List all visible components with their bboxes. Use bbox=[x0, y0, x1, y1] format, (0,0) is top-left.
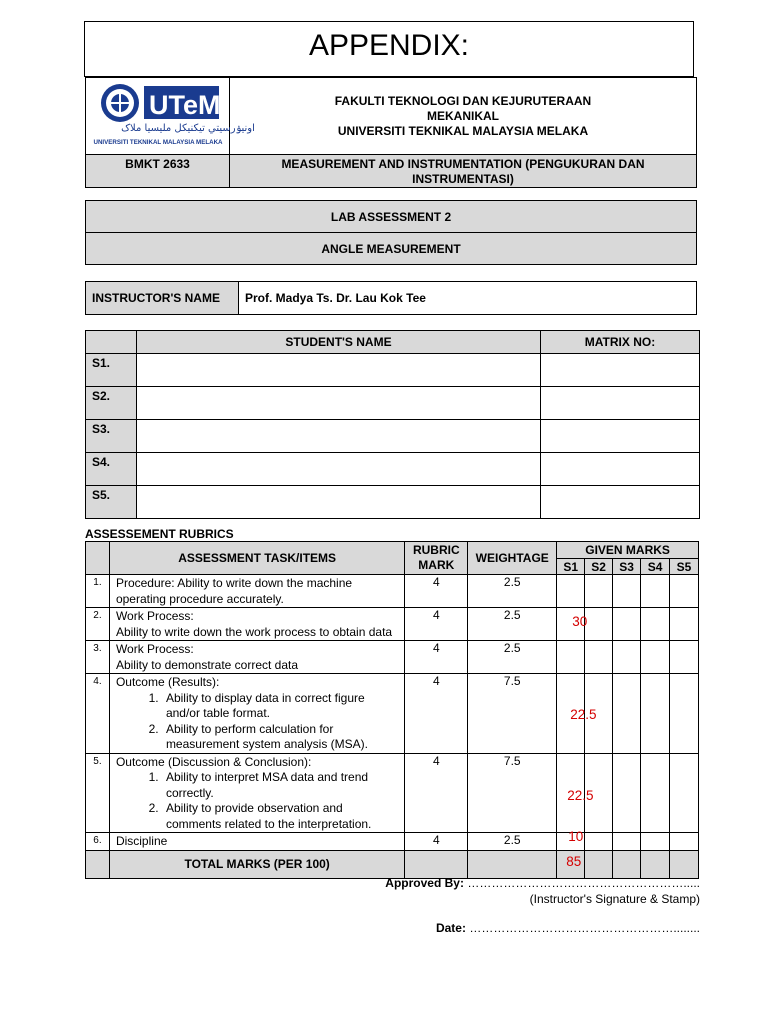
rubric-header-task: ASSESSMENT TASK/ITEMS bbox=[109, 542, 404, 575]
given-mark-s5[interactable] bbox=[670, 641, 699, 674]
total-mark-s5[interactable] bbox=[670, 850, 699, 878]
rubric-total-label: TOTAL MARKS (PER 100) bbox=[109, 850, 404, 878]
rubric-task-list-item: 2. Ability to perform calculation for measurement system analysis (MSA). bbox=[162, 722, 400, 753]
rubric-task-sub: Ability to write down the work process to obtain data bbox=[115, 624, 393, 639]
rubric-task-sub: Ability to demonstrate correct data bbox=[115, 657, 299, 672]
total-mark-s2[interactable] bbox=[585, 850, 613, 878]
utem-logo-graphic bbox=[92, 81, 255, 149]
instructor-label: INSTRUCTOR'S NAME bbox=[86, 282, 239, 315]
rubric-header-given: GIVEN MARKS bbox=[557, 542, 699, 559]
given-mark-s3[interactable] bbox=[613, 833, 641, 851]
rubric-task bbox=[109, 674, 404, 754]
given-mark-s5[interactable] bbox=[670, 753, 699, 833]
rubric-num: 3. bbox=[86, 641, 110, 674]
given-mark-s5[interactable] bbox=[670, 608, 699, 641]
given-mark-s3[interactable] bbox=[613, 641, 641, 674]
rubric-mark: 4 bbox=[405, 608, 468, 641]
date-block bbox=[430, 921, 700, 935]
rubric-row bbox=[86, 674, 699, 754]
student-name-field[interactable] bbox=[137, 486, 541, 519]
handwritten-mark: 22.5 bbox=[567, 787, 594, 803]
rubric-weight: 7.5 bbox=[468, 753, 557, 833]
rubric-weight: 2.5 bbox=[468, 833, 557, 851]
rubric-task: Procedure: Ability to write down the machine operating procedure accurately. bbox=[109, 575, 404, 608]
rubric-num: 6. bbox=[86, 833, 110, 851]
logo-name: UTeM bbox=[148, 89, 220, 120]
rubric-total-blank bbox=[86, 850, 110, 878]
given-mark-s1[interactable] bbox=[557, 608, 588, 641]
rubric-total-row bbox=[86, 850, 699, 878]
total-mark-s3[interactable] bbox=[613, 850, 641, 878]
logo-jawi: اونيۏرسيتي تيکنيکل مليسيا ملاک bbox=[120, 122, 255, 134]
given-mark-s4[interactable] bbox=[641, 753, 670, 833]
rubric-row bbox=[86, 575, 699, 608]
rubric-task bbox=[109, 608, 404, 641]
approved-dots[interactable]: ………………………………………………..... bbox=[467, 876, 700, 890]
signature-caption: (Instructor's Signature & Stamp) bbox=[529, 892, 700, 906]
given-mark-s3[interactable] bbox=[613, 575, 641, 608]
given-mark-s1[interactable] bbox=[557, 575, 585, 608]
rubric-task bbox=[109, 753, 404, 833]
given-mark-s3[interactable] bbox=[613, 753, 641, 833]
student-name-field[interactable] bbox=[137, 420, 541, 453]
rubric-header-s4: S4 bbox=[641, 559, 670, 575]
instructor-info bbox=[85, 281, 697, 315]
student-name-field[interactable] bbox=[137, 387, 541, 420]
students-header-matrix: MATRIX NO: bbox=[541, 331, 700, 354]
approved-label: Approved By: bbox=[385, 876, 464, 890]
given-mark-s2[interactable] bbox=[585, 641, 613, 674]
total-mark-s1[interactable] bbox=[557, 850, 585, 878]
students-header-blank bbox=[86, 331, 137, 354]
student-label: S4. bbox=[86, 453, 137, 486]
rubric-task-title: Outcome (Discussion & Conclusion): bbox=[115, 754, 312, 769]
given-mark-s5[interactable] bbox=[670, 575, 699, 608]
student-label: S2. bbox=[86, 387, 137, 420]
rubric-task-list-item: 1. Ability to interpret MSA data and trend correctly. bbox=[162, 770, 400, 801]
lab-assessment: LAB ASSESSMENT 2 bbox=[86, 201, 697, 233]
rubric-total-rubric bbox=[405, 850, 468, 878]
faculty-line3: UNIVERSITI TEKNIKAL MALAYSIA MELAKA bbox=[337, 123, 589, 138]
given-mark-s4[interactable] bbox=[641, 575, 670, 608]
appendix-title: APPENDIX: bbox=[84, 21, 694, 77]
given-mark-s2[interactable] bbox=[585, 575, 613, 608]
rubric-task-title: Work Process: bbox=[115, 609, 194, 623]
students-table bbox=[85, 330, 700, 519]
given-mark-s2[interactable] bbox=[585, 833, 613, 851]
student-label: S1. bbox=[86, 354, 137, 387]
given-mark-s5[interactable] bbox=[670, 674, 699, 754]
lab-info bbox=[85, 200, 697, 265]
rubric-header-rubric: RUBRIC MARK bbox=[405, 542, 468, 575]
handwritten-mark: 30 bbox=[572, 614, 588, 629]
rubric-mark: 4 bbox=[405, 753, 468, 833]
rubric-weight: 7.5 bbox=[468, 674, 557, 754]
faculty-name bbox=[230, 78, 697, 155]
rubric-header-num bbox=[86, 542, 110, 575]
matrix-no-field[interactable] bbox=[541, 387, 700, 420]
rubric-weight: 2.5 bbox=[468, 641, 557, 674]
rubric-task: Discipline bbox=[109, 833, 404, 851]
rubric-mark: 4 bbox=[405, 575, 468, 608]
rubric-header-s1: S1 bbox=[557, 559, 585, 575]
given-mark-s1[interactable] bbox=[557, 641, 585, 674]
given-mark-s4[interactable] bbox=[641, 641, 670, 674]
university-header bbox=[85, 77, 697, 188]
handwritten-mark: 22.5 bbox=[570, 707, 597, 722]
student-name-field[interactable] bbox=[137, 354, 541, 387]
student-name-field[interactable] bbox=[137, 453, 541, 486]
instructor-name: Prof. Madya Ts. Dr. Lau Kok Tee bbox=[239, 282, 697, 315]
rubric-weight: 2.5 bbox=[468, 575, 557, 608]
approval-block bbox=[380, 876, 700, 906]
rubric-num: 4. bbox=[86, 674, 110, 754]
rubrics-table bbox=[85, 541, 699, 879]
faculty-line2: MEKANIKAL bbox=[427, 108, 499, 123]
rubric-row bbox=[86, 753, 699, 833]
given-mark-s4[interactable] bbox=[641, 674, 670, 754]
rubric-header-s5: S5 bbox=[670, 559, 699, 575]
rubric-header-weightage: WEIGHTAGE bbox=[468, 542, 557, 575]
student-label: S3. bbox=[86, 420, 137, 453]
course-title: MEASUREMENT AND INSTRUMENTATION (PENGUKURAN DAN INSTRUMENTASI) bbox=[230, 155, 697, 188]
utem-logo bbox=[86, 78, 255, 155]
students-header-name: STUDENT'S NAME bbox=[137, 331, 541, 354]
given-mark-s5[interactable] bbox=[670, 833, 699, 851]
rubric-total-weight bbox=[468, 850, 557, 878]
rubric-header-s2: S2 bbox=[585, 559, 613, 575]
given-mark-s3[interactable] bbox=[613, 674, 641, 754]
matrix-no-field[interactable] bbox=[541, 420, 700, 453]
faculty-line1: FAKULTI TEKNOLOGI DAN KEJURUTERAAN bbox=[334, 93, 592, 108]
course-code: BMKT 2633 bbox=[86, 155, 230, 188]
rubric-num: 2. bbox=[86, 608, 110, 641]
given-mark-s2[interactable] bbox=[585, 608, 613, 641]
lab-topic: ANGLE MEASUREMENT bbox=[86, 233, 697, 265]
rubric-task-title: Work Process: bbox=[115, 642, 194, 656]
given-mark-s4[interactable] bbox=[641, 833, 670, 851]
given-mark-s3[interactable] bbox=[613, 608, 641, 641]
rubric-task-list-item: 1. Ability to display data in correct figure and/or table format. bbox=[162, 691, 400, 722]
rubric-weight: 2.5 bbox=[468, 608, 557, 641]
rubrics-title: ASSESSEMENT RUBRICS bbox=[85, 527, 234, 541]
rubric-task-title: Outcome (Results): bbox=[115, 675, 220, 689]
rubric-mark: 4 bbox=[405, 641, 468, 674]
date-label: Date: bbox=[435, 921, 466, 935]
given-mark-s1[interactable] bbox=[557, 674, 597, 754]
rubric-mark: 4 bbox=[405, 674, 468, 754]
given-mark-s1[interactable] bbox=[557, 829, 585, 851]
rubric-task-list bbox=[116, 770, 400, 832]
logo-caption: UNIVERSITI TEKNIKAL MALAYSIA MELAKA bbox=[92, 138, 223, 146]
date-dots[interactable]: ……………………………………………........ bbox=[469, 921, 700, 935]
rubric-mark: 4 bbox=[405, 833, 468, 851]
given-mark-s4[interactable] bbox=[641, 608, 670, 641]
rubric-row bbox=[86, 641, 699, 674]
rubric-row bbox=[86, 608, 699, 641]
matrix-no-field[interactable] bbox=[541, 486, 700, 519]
rubric-header-s3: S3 bbox=[613, 559, 641, 575]
given-mark-s1[interactable] bbox=[557, 753, 594, 833]
matrix-no-field[interactable] bbox=[541, 453, 700, 486]
total-mark-s4[interactable] bbox=[641, 850, 670, 878]
rubric-task-list bbox=[116, 691, 400, 753]
rubric-num: 5. bbox=[86, 753, 110, 833]
rubric-task-list-item: 2. Ability to provide observation and comments related to the interpretation. bbox=[162, 801, 400, 832]
rubric-num: 1. bbox=[86, 575, 110, 608]
rubric-row bbox=[86, 833, 699, 851]
student-label: S5. bbox=[86, 486, 137, 519]
handwritten-mark: 10 bbox=[568, 829, 584, 844]
rubric-task bbox=[109, 641, 404, 674]
handwritten-total: 85 bbox=[566, 853, 582, 869]
matrix-no-field[interactable] bbox=[541, 354, 700, 387]
